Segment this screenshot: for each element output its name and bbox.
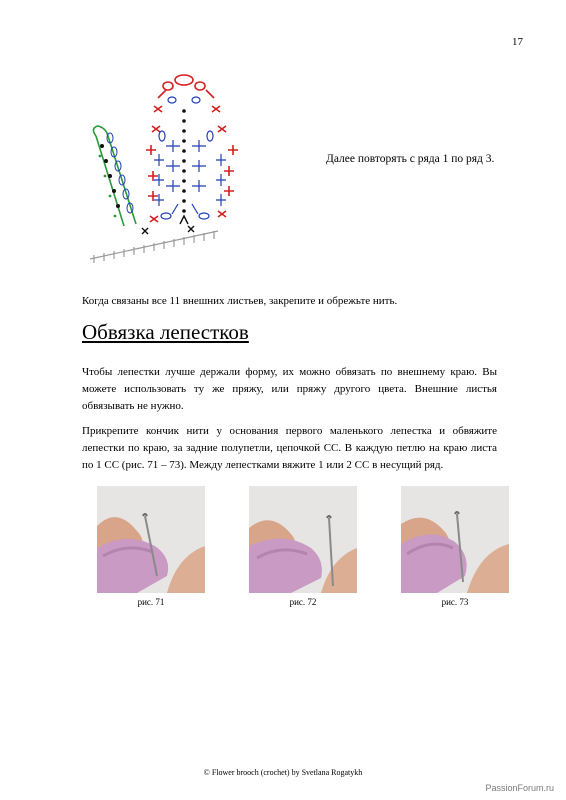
paragraph-finish-leaves: Когда связаны все 11 внешних листьев, закрепите и обрежьте нить. [82, 295, 398, 307]
caption-fig-71: рис. 71 [137, 597, 165, 607]
watermark: PassionForum.ru [485, 783, 554, 793]
small-petal [93, 126, 136, 226]
photo-fig-73 [401, 486, 509, 593]
photo-fig-71 [97, 486, 205, 593]
crochet-chart-diagram [88, 66, 248, 266]
footer-copyright: © Flower brooch (crochet) by Svetlana Rogatykh [203, 768, 363, 777]
section-heading: Обвязка лепестков [82, 320, 249, 344]
paragraph-edging-instructions: Прикрепите кончик нити у основания первого маленького лепестка и обвяжите лепестки по краю, за задние полупетли, цепочкой СС. В каждую петлю на краю листа по 1 СС (рис. 71 – 73). Между лепестками вяжите 1 или 2 СС в несущий ряд. [82, 425, 497, 471]
paragraph-edging-intro: Чтобы лепестки лучше держали форму, их можно обвязать по внешнему краю. Вы можете использовать ту же пряжу, или пряжу другого цвета. Внешние листья обвязывать не нужно. [82, 366, 497, 412]
base-chain [90, 231, 218, 263]
caption-fig-73: рис. 73 [441, 597, 469, 607]
photo-fig-72 [249, 486, 357, 593]
large-petal [142, 75, 238, 234]
diagram-note: Далее повторять с ряда 1 по ряд 3. [326, 153, 495, 165]
page-number: 17 [512, 36, 523, 48]
caption-fig-72: рис. 72 [289, 597, 317, 607]
